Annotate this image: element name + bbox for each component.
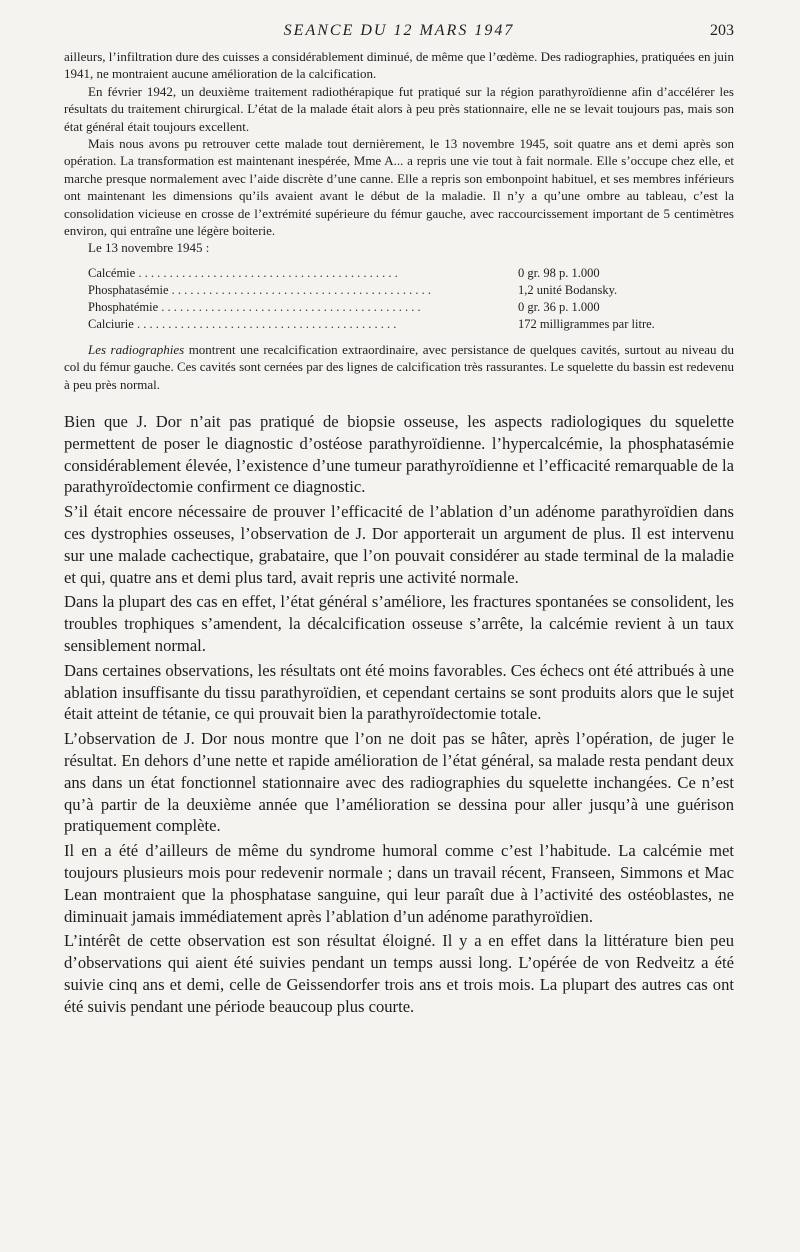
case-report-section: [64, 48, 734, 393]
radiographies-text: montrent une recalcification extraordinaire, avec persistance de quelques cavités, surtout au niveau du col du fémur gauche. Ces cavités sont cernées par des lignes de calcification très rassurantes. Le squelette du bassin est redevenu à peu près normal.: [64, 341, 734, 392]
date-line: Le 13 novembre 1945 :: [88, 240, 210, 256]
lab-row: Phosphatasémie . . . . . . . . . . . . . . . . . . . . . . . . . . . . . . . . . . . . . . . . . . 1,2 unité Bodansky.: [88, 282, 655, 299]
discussion-section: [64, 411, 734, 1018]
lab-value: 0 gr. 36 p. 1.000: [518, 299, 600, 314]
discussion-paragraph-4: Dans certaines observations, les résultats ont été moins favorables. Ces échecs ont été attribués à une ablation insuffisante du tissu parathyroïdien, et cependant certains se sont produits alors que le sujet était atteint de tétanie, ce qui prouvait bien la parathyroïdectomie totale.: [64, 660, 734, 724]
page-number: 203: [710, 22, 734, 39]
lab-values-table: [88, 265, 655, 333]
lab-label: Calciurie: [88, 316, 134, 331]
lab-row: Calcémie . . . . . . . . . . . . . . . . . . . . . . . . . . . . . . . . . . . . . . . . . . 0 gr. 98 p. 1.000: [88, 265, 655, 282]
radiographies-paragraph: [64, 341, 734, 393]
running-header: [64, 20, 734, 48]
lab-row: Calciurie . . . . . . . . . . . . . . . . . . . . . . . . . . . . . . . . . . . . . . . . . . 172 milligrammes par litre.: [88, 316, 655, 331]
discussion-paragraph-2: S’il était encore nécessaire de prouver l’efficacité de l’ablation d’un adénome parathyroïdien dans ces dystrophies osseuses, l’observation de J. Dor apporterait un argument de plus. Il est intervenu sur une malade cachectique, grabataire, que l’on pouvait considérer au stade terminal de la maladie et qui, quatre ans et demi plus tard, avait repris une activité normale.: [64, 502, 734, 587]
discussion-paragraph-1: Bien que J. Dor n’ait pas pratiqué de biopsie osseuse, les aspects radiologiques du squelette permettent de poser le diagnostic d’ostéose parathyroïdienne. l’hypercalcémie, la phosphatasémie considérablement élevée, l’existence d’une tumeur parathyroïdienne et l’efficacité remarquable de la parathyroïdectomie confirment ce diagnostic.: [64, 412, 734, 497]
lab-label: Phosphatémie: [88, 299, 159, 314]
lab-row: Phosphatémie . . . . . . . . . . . . . . . . . . . . . . . . . . . . . . . . . . . . . . . . . . 0 gr. 36 p. 1.000: [88, 299, 655, 316]
lab-value: 172 milligrammes par litre.: [518, 316, 655, 331]
lab-value: 1,2 unité Bodansky.: [518, 282, 618, 297]
paragraph-2: En février 1942, un deuxième traitement radiothérapique fut pratiqué sur la région parathyroïdienne afin d’accélérer les résultats du traitement chirurgical. L’état de la malade était alors à peu près stationnaire, elle ne se levait toujours pas, mais son état général était toujours excellent.: [64, 83, 734, 134]
paragraph-1: ailleurs, l’infiltration dure des cuisses a considérablement diminué, de même que l’œdème. Des radiographies, pratiquées en juin 1941, ne montraient aucune amélioration de la calcification.: [64, 49, 734, 82]
lab-label: Calcémie: [88, 265, 136, 280]
radiographies-lead: Les radiographies: [88, 341, 185, 357]
discussion-paragraph-3: Dans la plupart des cas en effet, l’état général s’améliore, les fractures spontanées se consolident, les troubles trophiques s’amendent, la décalcification osseuse s’arrête, la calcémie revient à un taux sensiblement normal.: [64, 592, 734, 656]
discussion-paragraph-7: L’intérêt de cette observation est son résultat éloigné. Il y a en effet dans la littérature bien peu d’observations qui aient été suivies pendant un temps aussi long. L’opérée de von Redveitz a été suivie cinq ans et demi, celle de Geissendorfer trois ans et trois mois. La plupart des autres cas ont été suivis pendant une période beaucoup plus courte.: [64, 931, 734, 1016]
lab-value: 0 gr. 98 p. 1.000: [518, 265, 600, 280]
session-title: SEANCE DU 12 MARS 1947: [283, 22, 515, 39]
lab-label: Phosphatasémie: [88, 282, 169, 297]
paragraph-3: Mais nous avons pu retrouver cette malade tout dernièrement, le 13 novembre 1945, soit quatre ans et demi après son opération. La transformation est maintenant inespérée, Mme A... a repris une vie tout à fait normale. Elle s’occupe chez elle, et marche presque normalement avec l’aide discrète d’une canne. Elle a repris son embonpoint habituel, et ses membres inférieurs ont maintenant les dimensions qu’ils avaient avant le début de la maladie. Il n’y a qu’une ombre au tableau, c’est la consolidation vicieuse en crosse de l’extrémité supérieure du fémur gauche, avec raccourcissement important de 5 centimètres environ, qui entraîne une légère boiterie.: [64, 136, 734, 239]
discussion-paragraph-6: Il en a été d’ailleurs de même du syndrome humoral comme c’est l’habitude. La calcémie met toujours plusieurs mois pour redevenir normale ; dans un travail récent, Franseen, Simmons et Mac Lean montraient que la phosphatase sanguine, qui leur paraît due à l’activité des ostéoblastes, ne diminuait jamais immédiatement après l’ablation d’un adénome parathyroïdien.: [64, 841, 734, 926]
discussion-paragraph-5: L’observation de J. Dor nous montre que l’on ne doit pas se hâter, après l’opération, de juger le résultat. En dehors d’une nette et rapide amélioration de l’état général, sa malade resta pendant deux ans dans un état fonctionnel stationnaire avec des radiographies du squelette inchangées. Ce n’est qu’à partir de la deuxième année que l’amélioration se dessina pour aller jusqu’à une guérison pratiquement complète.: [64, 729, 734, 836]
